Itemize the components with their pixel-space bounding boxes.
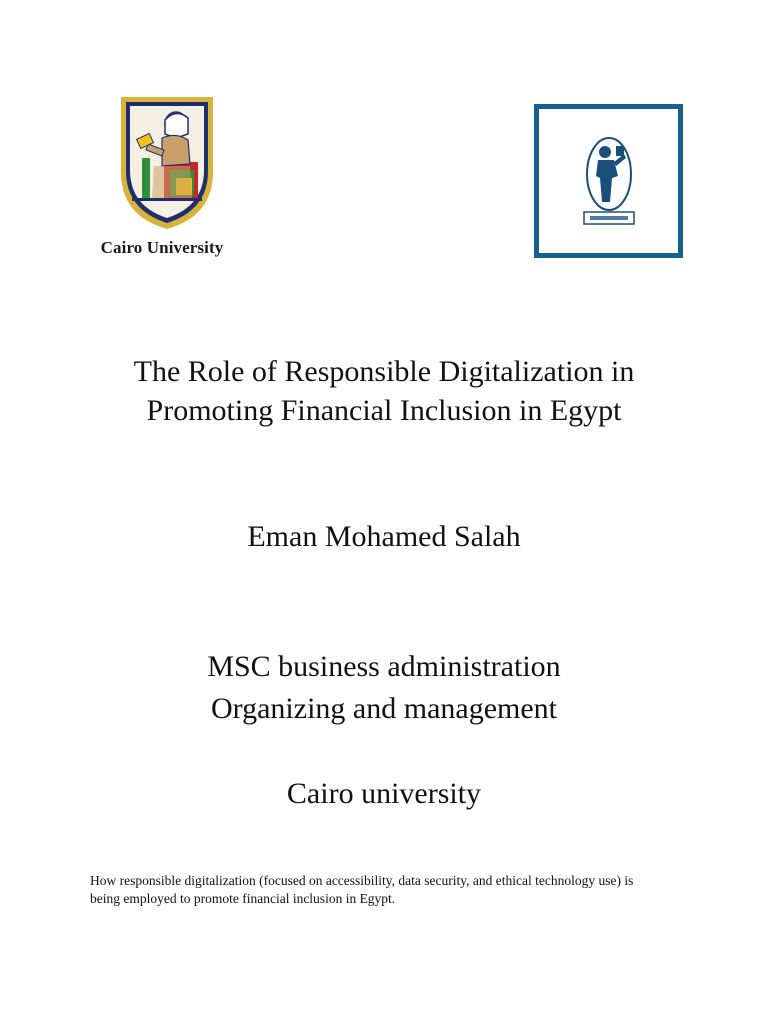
degree-line-2: Organizing and management bbox=[211, 692, 557, 725]
title-line-2: Promoting Financial Inclusion in Egypt bbox=[146, 394, 622, 427]
faculty-of-commerce-logo bbox=[534, 104, 683, 258]
degree-line-1: MSC business administration bbox=[207, 650, 561, 683]
title-line-1: The Role of Responsible Digitalization in bbox=[133, 355, 635, 388]
university-name: Cairo university bbox=[286, 777, 482, 810]
author-name: Eman Mohamed Salah bbox=[247, 520, 521, 553]
cairo-university-crest-icon bbox=[118, 94, 216, 232]
degree bbox=[0, 646, 768, 730]
thesis-title bbox=[0, 352, 768, 430]
abstract-line-1: How responsible digitalization (focused on accessibility, data security, and ethical technology use) is bbox=[90, 873, 634, 888]
faculty-emblem-icon bbox=[534, 104, 683, 258]
logo-caption: Cairo University bbox=[100, 238, 224, 257]
abstract-text bbox=[90, 872, 680, 908]
cairo-university-logo bbox=[92, 92, 232, 264]
abstract-line-2: being employed to promote financial inclusion in Egypt. bbox=[90, 891, 396, 906]
